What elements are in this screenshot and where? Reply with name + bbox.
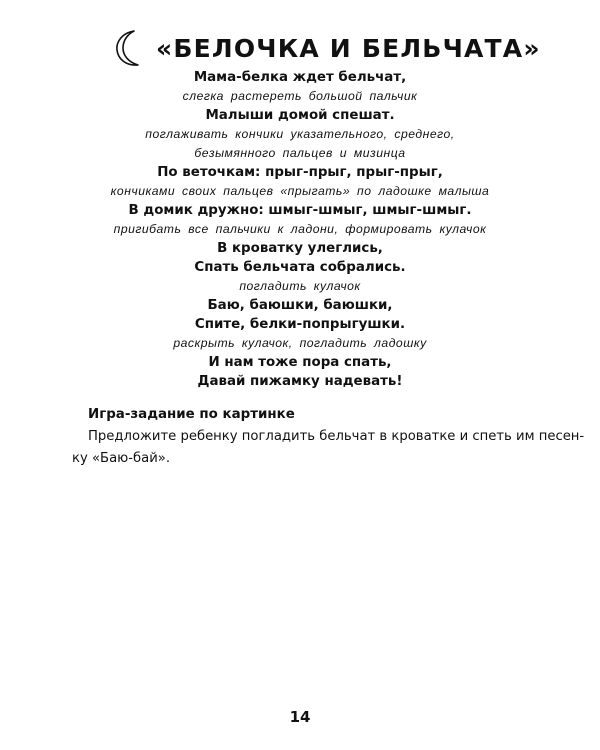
- page-number: 14: [289, 708, 311, 726]
- poem: [60, 68, 540, 391]
- poem-verse-line: В домик дружно: шмыг-шмыг, шмыг-шмыг.: [128, 203, 472, 218]
- poem-action-line: поглаживать кончики указательного, среднего,: [145, 127, 455, 141]
- crescent-moon-icon: [112, 28, 148, 68]
- poem-verse-line: И нам тоже пора спать,: [208, 355, 392, 370]
- poem-action-line: безымянного пальцев и мизинца: [194, 146, 406, 160]
- poem-verse-line: Спать бельчата собрались.: [194, 260, 406, 275]
- poem-action-line: раскрыть кулачок, погладить ладошку: [173, 336, 427, 350]
- task-text-line: ку «Баю-бай».: [72, 451, 171, 466]
- poem-verse-line: Малыши домой спешат.: [205, 108, 395, 123]
- task-text-line: Предложите ребенку погладить бельчат в кроватке и спеть им песен-: [88, 429, 585, 444]
- poem-action-line: слегка растереть большой пальчик: [182, 89, 418, 103]
- task-heading: Игра-задание по картинке: [88, 407, 295, 422]
- task-section: [72, 404, 585, 470]
- poem-verse-line: Мама-белка ждет бельчат,: [193, 70, 407, 85]
- poem-verse-line: Спите, белки-попрыгушки.: [194, 317, 406, 332]
- poem-verse-line: В кроватку улеглись,: [217, 241, 383, 256]
- poem-verse-line: Баю, баюшки, баюшки,: [207, 298, 393, 313]
- poem-action-line: пригибать все пальчики к ладони, формировать кулачок: [113, 222, 487, 236]
- title-text: «БЕЛОЧКА И БЕЛЬЧАТА»: [156, 33, 541, 63]
- poem-action-line: погладить кулачок: [239, 279, 361, 293]
- poem-verse-line: По веточкам: прыг-прыг, прыг-прыг,: [157, 165, 443, 180]
- poem-verse-line: Давай пижамку надевать!: [197, 374, 403, 389]
- poem-action-line: кончиками своих пальцев «прыгать» по ладошке малыша: [110, 184, 490, 198]
- page-title: [112, 24, 541, 72]
